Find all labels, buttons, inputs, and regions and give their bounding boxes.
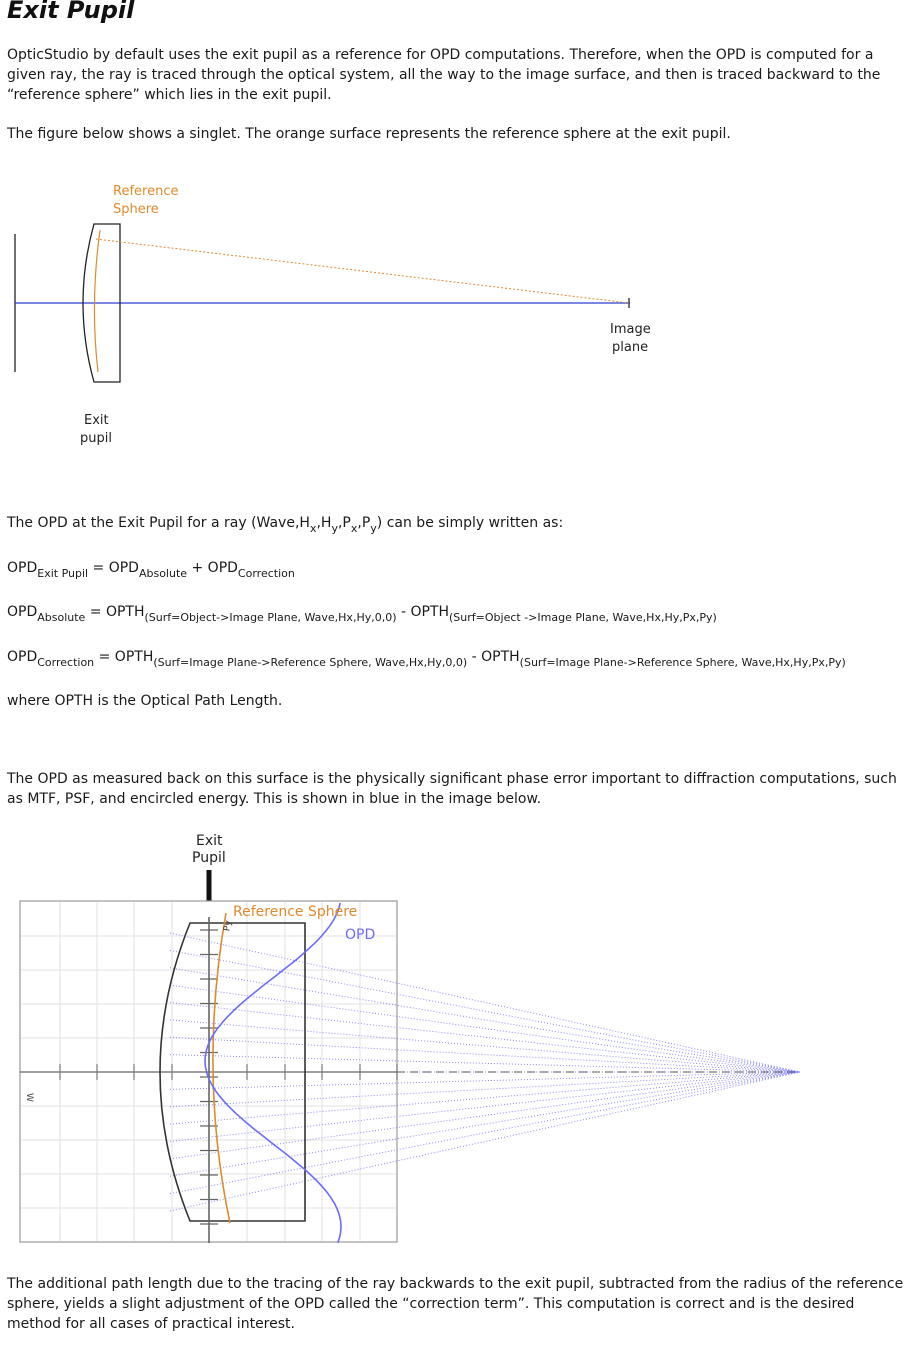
figure1-caption: The figure below shows a singlet. The orange surface represents the reference sphere at the exit pupil. (7, 126, 731, 142)
exit-pupil-label-line1: Exit (196, 833, 223, 849)
reference-sphere-label: Reference Sphere (233, 904, 358, 920)
opd-label: OPD (345, 927, 376, 943)
image-plane-label-line1: Image (610, 322, 651, 337)
equation-opd-correction: $OPD_{Correction}$ = $OPTH_{(Surf=Image Plane->Reference Sphere, Wave,Hx,Hy,0,0)}$ - $OPTH_{(Surf=Image Plane->Reference Sphere, Wave,Hx,Hy,Px,Py)}$ (7, 649, 846, 669)
exit-pupil-label-line2: pupil (80, 431, 112, 446)
opd-significance-paragraph: The OPD as measured back on this surface is the physically significant phase error important to diffraction computations, such as MTF, PSF, and encircled energy. This is shown in blue in the image below. (7, 771, 897, 807)
exit-pupil-label-line1: Exit (84, 413, 109, 428)
ray-definition-text: The OPD at the Exit Pupil for a ray $(Wave,H_x,H_y,P_x,P_y)$ can be simply written as: (7, 515, 564, 535)
page-title: Exit Pupil (7, 0, 135, 24)
correction-term-paragraph: The additional path length due to the tracing of the ray backwards to the exit pupil, subtracted from the radius of the reference sphere, yields a slight adjustment of the OPD called the “correction term”. This computation is correct and is the desired method for all cases of practical interest. (7, 1276, 904, 1332)
opth-definition: where OPTH is the Optical Path Length. (7, 693, 283, 709)
intro-paragraph: OpticStudio by default uses the exit pupil as a reference for OPD computations. Therefore, when the OPD is computed for a given ray, the ray is traced through the optical system, all the way to the image surface, and then is traced backward to the “reference sphere” which lies in the exit pupil. (7, 47, 881, 103)
opd-figure (0, 825, 820, 1250)
py-axis-label: Py (222, 919, 235, 933)
image-plane-label-line2: plane (612, 340, 649, 355)
equation-opd-exit-pupil: $OPD_{Exit Pupil} = OPD_{Absolute} + OPD_{Correction}$ (7, 560, 295, 580)
equation-opd-absolute: $OPD_{Absolute}$ = $OPTH_{(Surf=Object->Image Plane, Wave,Hx,Hy,0,0)}$ - $OPTH_{(Surf=Object ->Image Plane, Wave,Hx,Hy,Px,Py)}$ (7, 604, 717, 624)
marginal-ray (96, 239, 629, 303)
singlet-figure (0, 170, 700, 455)
exit-pupil-label-line2: Pupil (192, 850, 226, 866)
reference-sphere-label-line1: Reference (113, 184, 179, 199)
w-axis-label: W (24, 1093, 34, 1102)
reference-sphere-label-line2: Sphere (113, 202, 159, 217)
reference-sphere-arc (94, 230, 100, 372)
